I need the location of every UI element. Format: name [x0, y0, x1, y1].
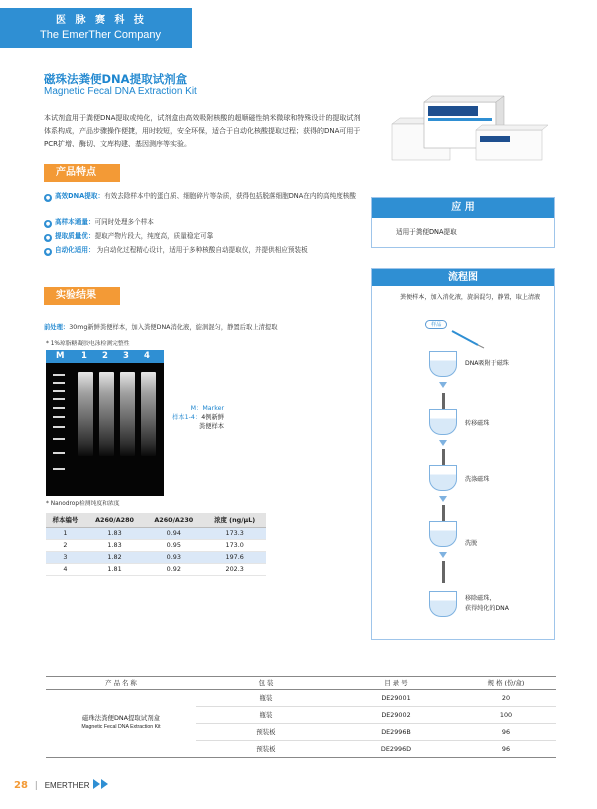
bullet-icon: ● — [45, 235, 51, 241]
lane-label: 1 — [81, 351, 87, 361]
page-number: 28 — [14, 780, 28, 791]
table-header: A260/A230 — [144, 513, 203, 527]
beaker-icon — [429, 351, 457, 377]
gel-lane-3 — [120, 372, 135, 456]
flow-panel — [371, 268, 555, 640]
beaker-icon — [429, 591, 457, 617]
flow-step-4: 洗脱 — [465, 540, 478, 547]
table-header: A260/A280 — [85, 513, 144, 527]
results-heading: 实验结果 — [44, 287, 120, 305]
marker-band — [53, 382, 65, 384]
beaker-icon — [429, 521, 457, 547]
marker-band — [53, 468, 65, 470]
flow-step-5b: 获得纯化的DNA — [465, 605, 509, 612]
product-title-en: Magnetic Fecal DNA Extraction Kit — [44, 86, 197, 97]
arrow-down-icon — [439, 496, 447, 502]
lane-label: M — [56, 351, 65, 361]
lane-label: 4 — [144, 351, 150, 361]
footer-brand: EMERTHER — [44, 781, 90, 790]
feature-item-4: ● 自动化适用： 为自动化过程精心设计，适用于多种核酸自动提取仪，并提供相应预装板 — [45, 246, 308, 255]
magnetic-rod-icon — [442, 561, 445, 583]
flow-step-1: DNA吸附于磁珠 — [465, 360, 509, 367]
table-header: 浓度 (ng/μL) — [203, 513, 266, 527]
nanodrop-caption: * Nanodrop检测纯度和浓度 — [46, 501, 120, 507]
product-title-cn: 磁珠法粪便DNA提取试剂盒 — [44, 72, 188, 86]
table-row: 预装板 DE2996D 96 — [46, 740, 556, 757]
marker-band — [53, 426, 65, 428]
table-row: 磁珠法粪便DNA提取试剂盒 Magnetic Fecal DNA Extraction Kit 瓶装 DE29001 20 — [46, 689, 556, 706]
table-row: 1 1.83 0.94 173.3 — [46, 527, 266, 539]
product-intro: 本试剂盒用于粪便DNA提取或纯化，试剂盒由高效吸附核酸的超顺磁性纳米微球和特殊设计的提取试剂体系构成，产品步骤操作便捷，用时较短，安全环保，适合于自动化核酸提取过程；获得的DNA可用于PCR扩增、酶切、文库构建、基因测序等实验。 — [44, 114, 361, 148]
order-header: 产 品 名 称 — [46, 677, 196, 689]
marker-band — [53, 416, 65, 418]
feature-item-1: ● 高效DNA提取：有效去除样本中的蛋白质、细胞碎片等杂质，获得包括脱落细胞DNA在内的高纯度核酸 — [45, 192, 356, 201]
gel-lane-2 — [99, 372, 114, 456]
application-panel — [371, 197, 555, 248]
triangle-right-icon — [93, 779, 100, 789]
gel-legend: M：Marker 样本1-4：4例新鲜 粪便样本 — [172, 405, 225, 430]
application-text: 适用于粪便DNA提取 — [396, 228, 457, 236]
gel-lane-header — [46, 350, 164, 363]
order-header: 目 录 号 — [336, 677, 456, 689]
application-heading: 应 用 — [372, 198, 554, 218]
marker-band — [53, 390, 65, 392]
table-row: 3 1.82 0.93 197.6 — [46, 551, 266, 563]
flow-step-2: 转移磁珠 — [465, 420, 490, 427]
table-header: 样本编号 — [46, 513, 85, 527]
order-header: 规 格 (份/盒) — [456, 677, 556, 689]
table-row: 2 1.83 0.95 173.0 — [46, 539, 266, 551]
order-table — [46, 677, 556, 758]
features-heading: 产品特点 — [44, 164, 120, 182]
marker-band — [53, 398, 65, 400]
table-row: 4 1.81 0.92 202.3 — [46, 563, 266, 575]
company-banner — [0, 8, 192, 48]
nanodrop-table — [46, 513, 266, 576]
order-header: 包 装 — [196, 677, 336, 689]
gel-lane-4 — [141, 372, 156, 456]
lane-label: 2 — [102, 351, 108, 361]
gel-lane-1 — [78, 372, 93, 456]
bullet-icon: ● — [45, 221, 51, 227]
feature-item-3: ● 提取质量优：提取产物片段大，纯度高，质量稳定可靠 — [45, 232, 214, 241]
table-row: 预装板 DE2996B 96 — [46, 723, 556, 740]
gel-caption: * 1%琼脂糖凝胶电泳检测完整性 — [46, 341, 130, 347]
company-name-cn: 医 脉 赛 科 技 — [56, 15, 147, 26]
table-row: 瓶装 DE29002 100 — [46, 706, 556, 723]
arrow-down-icon — [439, 440, 447, 446]
lane-label: 3 — [123, 351, 129, 361]
pretreatment-note: 前处理：30mg新鲜粪便样本，加入粪便DNA消化液，旋涡混匀，静置后取上清提取 — [44, 324, 278, 331]
arrow-down-icon — [439, 382, 447, 388]
bullet-icon: ● — [45, 249, 51, 255]
feature-item-2: ● 高样本通量：可同时处理多个样本 — [45, 218, 154, 227]
company-name-en: The EmerTher Company — [40, 29, 162, 41]
flow-intro: 粪便样本，加入消化液，旋涡混匀，静置，取上清液 — [400, 294, 541, 301]
triangle-right-icon — [101, 779, 108, 789]
beaker-icon — [429, 465, 457, 491]
marker-band — [53, 374, 65, 376]
sample-tag: 样品 — [425, 320, 447, 329]
marker-band — [53, 407, 65, 409]
marker-band — [53, 438, 65, 440]
flow-heading: 流程图 — [372, 269, 554, 286]
flow-step-3: 洗涤磁珠 — [465, 476, 490, 483]
flow-step-5: 移除磁珠， — [465, 595, 496, 602]
bullet-icon: ● — [45, 195, 51, 201]
order-product-name: 磁珠法粪便DNA提取试剂盒 Magnetic Fecal DNA Extraction Kit — [46, 689, 196, 757]
beaker-icon — [429, 409, 457, 435]
marker-band — [53, 452, 65, 454]
pipette-icon — [448, 327, 488, 351]
product-image — [380, 88, 550, 168]
gel-image — [46, 350, 164, 496]
footer: 28 | EMERTHER — [14, 779, 108, 791]
arrow-down-icon — [439, 552, 447, 558]
